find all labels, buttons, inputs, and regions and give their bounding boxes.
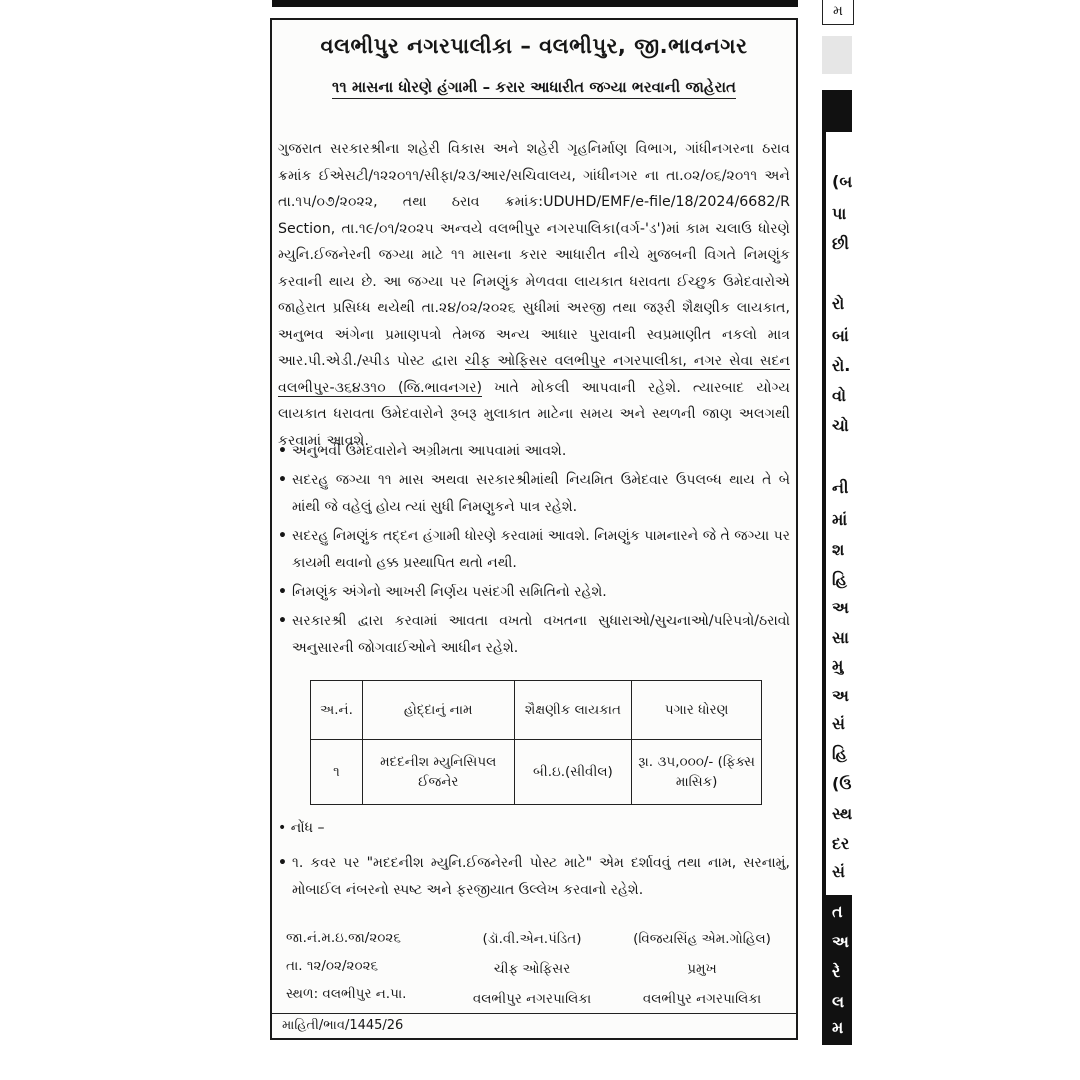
reference-block <box>286 924 406 1008</box>
side-fragment: ત <box>832 902 843 921</box>
notice-title: વલભીપુર નગરપાલીકા – વલભીપુર, જી.ભાવનગર <box>320 34 748 58</box>
side-fragment: અ <box>832 686 849 705</box>
side-fragment: રો <box>832 294 845 313</box>
cell-pay: રૂા. ૩૫,૦૦૦/- (ફિક્સ માસિક) <box>632 740 762 805</box>
signatory-office: વલભીપુર નગરપાલિકા <box>472 991 592 1007</box>
side-fragment: સ્થ <box>832 804 853 823</box>
top-rule <box>272 0 798 7</box>
signatory-chief-officer <box>452 924 612 1014</box>
posts-table <box>310 680 762 805</box>
side-fragment: માં <box>832 510 848 529</box>
note-heading-text: નોંધ – <box>290 820 325 836</box>
side-fragment: વો <box>832 386 846 405</box>
cell-qualification: બી.ઇ.(સીવીલ) <box>514 740 632 805</box>
table-header-row <box>311 681 762 740</box>
col-header-sr: અ.નં. <box>311 681 363 740</box>
notice-subtitle-text: ૧૧ માસના ધોરણે હંગામી – કરાર આધારીત જગ્યા ભરવાની જાહેરાત <box>332 78 736 99</box>
signatory-designation: પ્રમુખ <box>687 961 717 977</box>
side-black-header <box>826 90 852 132</box>
side-fragment: શ <box>832 540 845 559</box>
reference-date: તા. ૧૨/૦૨/૨૦૨૬ <box>286 958 379 974</box>
side-fragment: પા <box>832 204 847 223</box>
body-part-1: ગુજરાત સરકારશ્રીના શહેરી વિકાસ અને શહેરી ગૃહનિર્માણ વિભાગ, ગાંધીનગરના ઠરાવ ક્રમાંક ઈએસટી/૧૨૨૦૧૧/સીફા/૨૩/આર/સચિવાલય, ગાંધીનગર ના તા.૦૨/૦૬/૨૦૧૧ અને તા.૧૫/૦૭/૨૦૨૨, તથા ઠરાવ ક્રમાંક:UDUHD/EMF/e-file/18/2024/6682/R Section, તા.૧૯/૦૧/૨૦૨૫ અન્વયે વલભીપુર નગરપાલિકા(વર્ગ-'ડ')માં કામ ચલાઉ ધોરણે મ્યુનિ.ઈજનેરની જગ્યા માટે ૧૧ માસના કરાર આધારીત નીચે મુજબની વિગતે નિમણુંક કરવાની થાય છે. આ જગ્યા પર નિમણુંક મેળવવા લાયકાત ધરાવતા ઈચ્છુક ઉમેદવારોએ જાહેરાત પ્રસિધ્ધ થયેથી તા.૨૪/૦૨/૨૦૨૬ સુધીમાં અરજી તથા જરૂરી શૈક્ષણીક લાયકાત, અનુભવ અંગેના પ્રમાણપત્રો તેમજ અન્ય આધાર પુરાવાની સ્વપ્રમાણીત નકલો માત્ર આર.પી.એડી./સ્પીડ પોસ્ટ દ્વારા <box>278 141 790 369</box>
recruitment-notice <box>270 18 798 1040</box>
reference-number: જા.નં.મ.ઇ.જા/૨૦૨૬ <box>286 930 401 946</box>
col-header-pay: પગાર ધોરણ <box>632 681 762 740</box>
side-fragment: હિ <box>832 744 847 763</box>
signatory-designation: ચીફ ઓફિસર <box>493 961 571 977</box>
note-heading: • નોંધ – <box>278 820 325 836</box>
side-fragment: બાં <box>832 326 849 345</box>
notice-body <box>278 136 790 454</box>
side-fragment: સા <box>832 628 849 647</box>
side-fragment: સં <box>832 714 845 733</box>
signatory-name: (વિજયસિંહ એમ.ગોહિલ) <box>633 931 771 947</box>
side-fragment: (બ <box>832 172 853 191</box>
side-top-box: મ <box>822 0 854 25</box>
note-item: • ૧. કવર પર "મદદનીશ મ્યુનિ.ઈજનેરની પોસ્ટ માટે" એમ દર્શાવવું તથા નામ, સરનામું, મોબાઈલ નંબરનો સ્પષ્ટ અને ફરજીયાત ઉલ્લેખ કરવાનો રહેશે. <box>278 850 790 904</box>
signatory-name: (ડૉ.વી.એન.પંડિત) <box>482 931 582 947</box>
side-fragment: મુ <box>832 656 844 675</box>
signatory-president <box>622 924 782 1014</box>
side-fragment: ચો <box>832 416 849 435</box>
reference-place: સ્થળ: વલભીપુર ન.પા. <box>286 986 407 1002</box>
side-fragment: અ <box>832 932 849 951</box>
side-fragment: દર <box>832 834 850 853</box>
side-text-column <box>822 90 852 1045</box>
adjacent-column-fragment <box>818 0 852 1080</box>
side-fragment: છી <box>832 234 849 253</box>
side-fragment: રો. <box>832 356 851 375</box>
condition-item: • સદરહુ નિમણુંક તદ્દન હંગામી ધોરણે કરવામાં આવશે. નિમણુંક પામનારને જે તે જગ્યા પર કાયમી થવાનો હક્ક પ્રસ્થાપિત થતો નથી. <box>278 523 790 577</box>
side-fragment: રે <box>832 962 841 981</box>
table-row <box>311 740 762 805</box>
condition-item: • સદરહુ જગ્યા ૧૧ માસ અથવા સરકારશ્રીમાંથી નિયમિત ઉમેદવાર ઉપલબ્ધ થાય તે બે માંથી જે વહેલું હોય ત્યાં સુધી નિમણુકને પાત્ર રહેશે. <box>278 467 790 521</box>
cell-post: મદદનીશ મ્યુનિસિપલ ઈજનેર <box>362 740 514 805</box>
side-fragment: ની <box>832 478 849 497</box>
notice-subtitle <box>272 78 796 96</box>
body-part-2: ખાતે મોકલી આપવાની રહેશે. ત્યારબાદ યોગ્ય લાયકાત ધરાવતા ઉમેદવારોને રૂબરૂ મુલાકાત માટેના સમય અને સ્થળની જાણ અલગથી કરવામાં આવશે. <box>278 379 790 449</box>
condition-item: • નિમણુંક અંગેનો આખરી નિર્ણય પસંદગી સમિતિનો રહેશે. <box>278 579 790 606</box>
side-gray-block <box>822 36 852 74</box>
condition-item: • અનુભવી ઉમેદવારોને અગ્રીમતા આપવામાં આવશે. <box>278 438 790 465</box>
body-address: ચીફ ઓફિસર વલભીપુર નગરપાલીકા, નગર સેવા સદન વલભીપુર-૩૬૪૩૧૦ (જિ.ભાવનગર) <box>278 353 790 396</box>
side-fragment: હિ <box>832 570 847 589</box>
col-header-post: હોદ્દાનું નામ <box>362 681 514 740</box>
side-fragment: સં <box>832 862 845 881</box>
condition-item: • સરકારશ્રી દ્વારા કરવામાં આવતા વખતો વખતના સુધારાઓ/સુચનાઓ/પરિપત્રો/ઠરાવો અનુસારની જોગવાઈઓને આધીન રહેશે. <box>278 608 790 662</box>
side-fragment: અ <box>832 598 849 617</box>
side-fragment: (ઉ <box>832 774 852 793</box>
info-dept-code: માહિતી/ભાવ/1445/26 <box>272 1013 796 1038</box>
cell-sr: ૧ <box>311 740 363 805</box>
conditions-list <box>278 438 790 664</box>
col-header-qualification: શૈક્ષણીક લાયકાત <box>514 681 632 740</box>
side-fragment: મ <box>832 1018 844 1037</box>
side-fragment: લ <box>832 992 845 1011</box>
signatory-office: વલભીપુર નગરપાલિકા <box>642 991 762 1007</box>
